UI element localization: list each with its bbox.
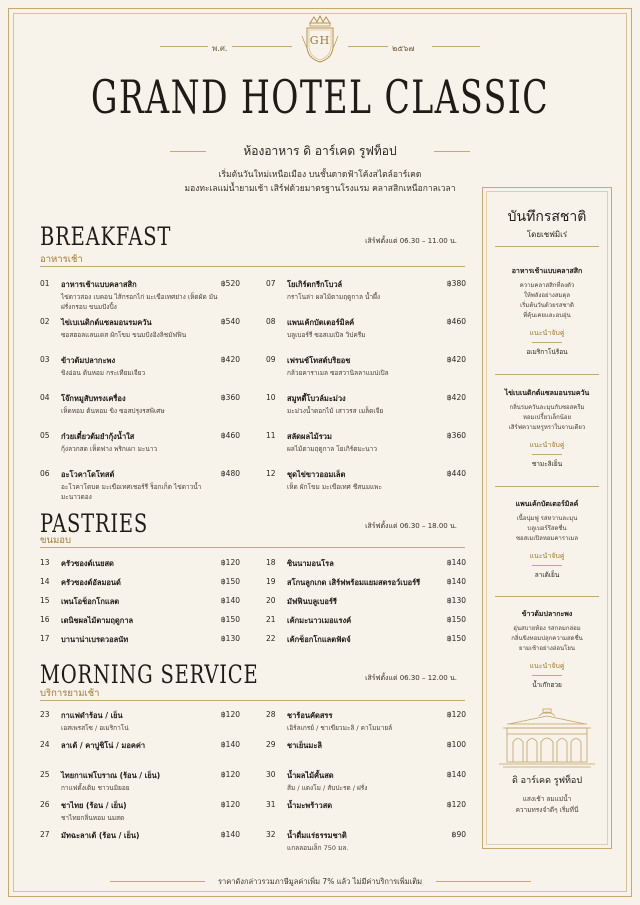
menu-item-price: ฿520 xyxy=(220,279,240,288)
menu-item-price: ฿120 xyxy=(220,558,240,567)
menu-item-price: ฿440 xyxy=(446,469,466,478)
pastries-sub: ขนมอบ xyxy=(40,535,71,546)
menu-item-name: เดนิชผลไม้ตามฤดูกาล xyxy=(61,616,134,625)
menu-item-price: ฿150 xyxy=(446,634,466,643)
menu-item-number: 09 xyxy=(266,355,276,364)
restaurant-subtitle: ห้องอาหาร ดิ อาร์เคด รูฟท็อป xyxy=(243,144,397,158)
menu-item-number: 23 xyxy=(40,710,50,719)
menu-item-description: กล้วยคาราเมล ซอสวานิลลาแมปเปิล xyxy=(287,369,389,377)
header-right-text: ๒๕๖๗ xyxy=(392,44,415,53)
menu-item-price: ฿140 xyxy=(220,740,240,749)
menu-item-number: 31 xyxy=(266,800,276,809)
header-rule-right-2 xyxy=(432,46,480,47)
menu-item-number: 15 xyxy=(40,596,50,605)
breakfast-title: BREAKFAST xyxy=(40,222,172,251)
menu-item-name: ไทยกาแฟโบราณ (ร้อน / เย็น) xyxy=(61,771,161,780)
arcade-tagline-line: ความทรงจำดีๆ เริ่มที่นี่ xyxy=(515,806,579,814)
note-desc-line: กลิ่นขิงหอมปลุกความสดชื่น xyxy=(511,635,583,642)
menu-item-name: เฟรนช์โทสต์บริยอช xyxy=(287,356,351,365)
menu-item-number: 01 xyxy=(40,279,50,288)
menu-item-name: ชาร้อนคัดสรร xyxy=(287,711,333,720)
menu-item-name: กาแฟดำร้อน / เย็น xyxy=(61,711,123,720)
menu-item-name: ไข่เบเนดิกต์แซลมอนรมควัน xyxy=(61,318,152,327)
note-pairing: ชามะลิเย็น xyxy=(531,460,563,468)
morning-sub: บริการยามเช้า xyxy=(40,688,100,699)
menu-item-price: ฿120 xyxy=(446,800,466,809)
note-pairing: ลาเต้เย็น xyxy=(534,571,560,579)
menu-item-price: ฿540 xyxy=(220,317,240,326)
menu-item-name: แพนเค้กบัตเตอร์มิลค์ xyxy=(287,318,355,327)
menu-item-price: ฿100 xyxy=(446,740,466,749)
note-title: ไข่เบเนดิกต์แซลมอนรมควัน xyxy=(504,389,590,397)
note-desc xyxy=(487,624,607,654)
menu-item-description: บลูเบอร์รี ซอสเมเปิล วิปครีม xyxy=(287,331,366,339)
menu-item-name: สลัดผลไม้รวม xyxy=(287,432,332,441)
menu-item-price: ฿460 xyxy=(220,431,240,440)
menu-item-number: 29 xyxy=(266,740,276,749)
note-desc-line: เริ่มต้นวันด้วยรสชาติ xyxy=(520,302,574,309)
footnote-rule-right xyxy=(436,881,531,882)
menu-item-name: ลาเต้ / คาปูชิโน่ / มอคค่า xyxy=(61,741,146,750)
menu-item-name: สมูทตี้โบวล์มะม่วง xyxy=(287,394,346,403)
menu-item-price: ฿130 xyxy=(220,634,240,643)
note-divider xyxy=(495,374,599,375)
menu-item-description: ส้ม / แตงโม / สับปะรด / ฝรั่ง xyxy=(287,784,368,792)
menu-item-number: 10 xyxy=(266,393,276,402)
menu-item-name: บานาน่าเบรดวอลนัท xyxy=(61,635,129,644)
menu-item-number: 30 xyxy=(266,770,276,779)
breakfast-sub: อาหารเช้า xyxy=(40,254,83,265)
menu-item-description: แกลลอนเล็ก 750 มล. xyxy=(287,844,349,852)
menu-item-description: กาแฟดั้งเดิม ชาวนมิยอย xyxy=(61,784,130,792)
menu-item-number: 12 xyxy=(266,469,276,478)
menu-item-price: ฿420 xyxy=(446,393,466,402)
menu-item-price: ฿150 xyxy=(220,577,240,586)
menu-item-name: น้ำผลไม้คั้นสด xyxy=(287,771,334,780)
menu-item-number: 08 xyxy=(266,317,276,326)
note-desc-line: หอมเปรี้ยวเล็กน้อย xyxy=(522,414,572,421)
note-title: อาหารเช้าแบบคลาสสิก xyxy=(511,267,583,275)
menu-item-name: อะโวคาโดโทสต์ xyxy=(61,470,115,479)
arcade-tagline xyxy=(483,794,611,816)
menu-item-number: 11 xyxy=(266,431,276,440)
note-desc-line: เนื้อนุ่มฟู รสหวานละมุน xyxy=(516,515,578,522)
morning-time: เสิร์ฟตั้งแต่ 06.30 – 12.00 น. xyxy=(365,674,457,682)
menu-item-number: 02 xyxy=(40,317,50,326)
note-desc-line: ซอสเมเปิลหอมคาราเมล xyxy=(515,535,579,542)
menu-item-number: 17 xyxy=(40,634,50,643)
menu-item-name: ชุดไข่ขาวออมเล็ต xyxy=(287,470,346,479)
note-pairing-rule xyxy=(532,565,562,566)
note-pairing: น้ำเก๊กฮวย xyxy=(532,681,562,689)
brand-title: GRAND HOTEL CLASSIC xyxy=(90,70,550,124)
note-pairing-label: แนะนำจับคู่ xyxy=(529,662,565,670)
menu-item-description: มะม่วงน้ำดอกไม้ เสาวรส เมล็ดเจีย xyxy=(287,407,384,415)
menu-item-name: สโกนลูกเกด เสิร์ฟพร้อมแยมสตรอว์เบอร์รี xyxy=(287,578,421,587)
menu-item-number: 06 xyxy=(40,469,50,478)
menu-item-price: ฿130 xyxy=(446,596,466,605)
menu-item-name: อาหารเช้าแบบคลาสสิก xyxy=(61,280,137,289)
chef-notes-title: บันทึกรสชาติ xyxy=(507,209,587,225)
hotel-crest xyxy=(298,14,342,68)
intro-line-1: เริ่มต้นวันใหม่เหนือเมือง บนชั้นดาดฟ้าโค้งสไตล์อาร์เคด xyxy=(218,170,422,180)
menu-item-number: 13 xyxy=(40,558,50,567)
menu-item-name: เค้กช็อกโกแลตฟัดจ์ xyxy=(287,635,351,644)
arcade-name: ดิ อาร์เคด รูฟท็อป xyxy=(511,776,583,786)
menu-item-price: ฿140 xyxy=(446,770,466,779)
chef-notes-subtitle: โดยเชฟมิเร่ xyxy=(526,230,568,239)
menu-item-name: ซินนามอนโรล xyxy=(287,559,334,568)
menu-item-price: ฿140 xyxy=(446,577,466,586)
menu-item-description: ผลไม้ตามฤดูกาล โยเกิร์ตมะนาว xyxy=(287,445,377,453)
menu-item-name: ข้าวต้มปลากะพง xyxy=(61,356,116,365)
menu-item-price: ฿360 xyxy=(446,431,466,440)
note-pairing-label: แนะนำจับคู่ xyxy=(529,329,565,337)
menu-item-price: ฿420 xyxy=(220,355,240,364)
note-pairing-label: แนะนำจับคู่ xyxy=(529,441,565,449)
menu-item-price: ฿460 xyxy=(446,317,466,326)
menu-item-price: ฿140 xyxy=(220,596,240,605)
note-title: ข้าวต้มปลากะพง xyxy=(521,610,573,618)
menu-item-description: อะโวคาโดบด มะเขือเทศเชอร์รี ร็อกเก็ต ไข่ดาวน้ำ มะนาวดอง xyxy=(61,483,202,501)
menu-item-description: ขิงอ่อน ต้นหอม กระเทียมเจียว xyxy=(61,369,146,377)
note-desc-line: ให้พลังอย่างสมดุล xyxy=(523,292,571,299)
intro-line-2: มองทะเลแม่น้ำยามเช้า เสิร์ฟด้วยมาตรฐานโรงแรม คลาสสิกเหนือกาลเวลา xyxy=(184,184,456,194)
note-pairing: อเมริกาโน่ร้อน xyxy=(526,348,568,356)
menu-item-price: ฿140 xyxy=(446,558,466,567)
menu-item-name: โจ๊กหมูสับทรงเครื่อง xyxy=(61,394,126,403)
menu-item-description: ซอสฮอลแลนเดส ผักโขม ขนมปังอิงลิชมัฟฟิน xyxy=(61,331,187,339)
menu-item-number: 32 xyxy=(266,830,276,839)
header-left-text: พ.ศ. xyxy=(212,44,228,53)
menu-item-price: ฿380 xyxy=(446,279,466,288)
menu-item-description: กราโนล่า ผลไม้ตามฤดูกาล น้ำผึ้ง xyxy=(287,293,381,301)
menu-item-number: 07 xyxy=(266,279,276,288)
header-rule-left xyxy=(160,46,208,47)
menu-item-description: เอิร์ลเกรย์ / ชาเขียวมะลิ / คาโมมายล์ xyxy=(287,724,393,732)
price-footnote: ราคาดังกล่าวรวมภาษีมูลค่าเพิ่ม 7% แล้ว ไม่มีค่าบริการเพิ่มเติม xyxy=(217,877,423,886)
note-desc-line: ความคลาสสิกที่ลงตัว xyxy=(519,282,575,289)
note-desc-line: บลูเบอร์รีสดชื่น xyxy=(527,525,567,532)
menu-item-price: ฿420 xyxy=(446,355,466,364)
menu-item-number: 22 xyxy=(266,634,276,643)
note-desc-line: เสิร์ฟความหรูหราในจานเดียว xyxy=(508,424,586,431)
menu-item-number: 28 xyxy=(266,710,276,719)
morning-rule xyxy=(40,700,465,701)
menu-item-price: ฿140 xyxy=(220,830,240,839)
pastries-time: เสิร์ฟตั้งแต่ 06.30 – 18.00 น. xyxy=(365,522,457,530)
note-block xyxy=(487,266,607,357)
note-divider xyxy=(495,486,599,487)
morning-title: MORNING SERVICE xyxy=(40,660,259,689)
menu-item-number: 14 xyxy=(40,577,50,586)
menu-item-name: โยเกิร์ตกรีกโบวล์ xyxy=(287,280,343,289)
menu-item-number: 03 xyxy=(40,355,50,364)
menu-item-number: 19 xyxy=(266,577,276,586)
menu-item-number: 18 xyxy=(266,558,276,567)
hotel-monogram: GH xyxy=(309,34,331,47)
note-desc xyxy=(487,514,607,544)
note-block xyxy=(487,499,607,580)
arcade-building-illustration xyxy=(499,706,595,772)
subtitle-rule-right xyxy=(434,151,470,152)
menu-item-name: เพนโอช็อกโกแลต xyxy=(61,597,120,606)
menu-item-price: ฿90 xyxy=(451,830,466,839)
menu-item-name: มัฟฟินบลูเบอร์รี xyxy=(287,597,337,606)
menu-item-description: กุ้งลวกสด เห็ดฟาง พริกเผา มะนาว xyxy=(61,445,158,453)
breakfast-rule xyxy=(40,266,465,267)
menu-item-number: 21 xyxy=(266,615,276,624)
menu-item-price: ฿120 xyxy=(220,800,240,809)
note-desc xyxy=(487,403,607,433)
menu-item-price: ฿150 xyxy=(446,615,466,624)
menu-item-number: 20 xyxy=(266,596,276,605)
menu-item-number: 24 xyxy=(40,740,50,749)
note-title: แพนเค้กบัตเตอร์มิลค์ xyxy=(515,500,579,508)
arcade-tagline-line: แสงเช้า ลมแม่น้ำ xyxy=(522,795,572,803)
menu-item-description: ชาไทยกลิ่นหอม นมสด xyxy=(61,814,125,822)
note-pairing-label: แนะนำจับคู่ xyxy=(529,552,565,560)
note-block xyxy=(487,609,607,690)
menu-item-name: ชาไทย (ร้อน / เย็น) xyxy=(61,801,127,810)
menu-item-name: ชาเย็นมะลิ xyxy=(287,741,322,750)
note-desc-line: อุ่นสบายท้อง รสกลมกล่อม xyxy=(513,625,581,632)
menu-item-number: 26 xyxy=(40,800,50,809)
menu-item-number: 25 xyxy=(40,770,50,779)
chef-notes-rule xyxy=(495,246,599,247)
note-block xyxy=(487,388,607,469)
menu-item-description: เห็ดหอม ต้นหอม ขิง ซอสปรุงรสพิเศษ xyxy=(61,407,165,415)
note-desc-line: ที่คุ้นเคยและอบอุ่น xyxy=(523,312,571,319)
menu-item-price: ฿150 xyxy=(220,615,240,624)
note-pairing-rule xyxy=(532,454,562,455)
menu-item-name: ครัวซองต์อัลมอนด์ xyxy=(61,578,121,587)
menu-item-name: น้ำดื่มแร่ธรรมชาติ xyxy=(287,831,347,840)
menu-item-description: เอสเพรสโซ / อเมริกาโน่ xyxy=(61,724,129,732)
menu-item-price: ฿120 xyxy=(446,710,466,719)
menu-item-description: ไข่ดาวสอง เบคอน ไส้กรอกไก่ มะเขือเทศย่าง เห็ดผัด มันฝรั่งกรอบ ขนมปังปิ้ง xyxy=(61,293,218,311)
menu-item-price: ฿120 xyxy=(220,710,240,719)
arcade-building-icon xyxy=(499,706,595,768)
menu-item-name: เค้กมะนาวเมอแรงค์ xyxy=(287,616,352,625)
note-pairing-rule xyxy=(532,675,562,676)
menu-item-price: ฿480 xyxy=(220,469,240,478)
note-desc xyxy=(487,281,607,321)
menu-item-name: ก๋วยเตี๋ยวต้มยำกุ้งน้ำใส xyxy=(61,432,135,441)
menu-item-number: 16 xyxy=(40,615,50,624)
pastries-title: PASTRIES xyxy=(40,509,149,538)
menu-item-price: ฿360 xyxy=(220,393,240,402)
header-rule-right xyxy=(348,46,388,47)
note-desc-line: กลิ่นรมควันละมุนกับซอสครีม xyxy=(509,404,585,411)
header-rule-left-2 xyxy=(232,46,292,47)
menu-item-name: ครัวซองต์เนยสด xyxy=(61,559,114,568)
note-pairing-rule xyxy=(532,342,562,343)
menu-item-number: 05 xyxy=(40,431,50,440)
chef-notes-panel xyxy=(482,187,612,849)
menu-item-name: น้ำมะพร้าวสด xyxy=(287,801,333,810)
menu-item-number: 27 xyxy=(40,830,50,839)
menu-item-name: มัทฉะลาเต้ (ร้อน / เย็น) xyxy=(61,831,140,840)
menu-item-number: 04 xyxy=(40,393,50,402)
menu-item-description: เห็ด ผักโขม มะเขือเทศ ชีสนมแพะ xyxy=(287,483,382,491)
note-divider xyxy=(495,596,599,597)
note-desc-line: ยามเช้าอย่างอ่อนโยน xyxy=(519,645,575,652)
breakfast-time: เสิร์ฟตั้งแต่ 06.30 – 11.00 น. xyxy=(365,237,457,245)
menu-item-price: ฿120 xyxy=(220,770,240,779)
pastries-rule xyxy=(40,547,465,548)
